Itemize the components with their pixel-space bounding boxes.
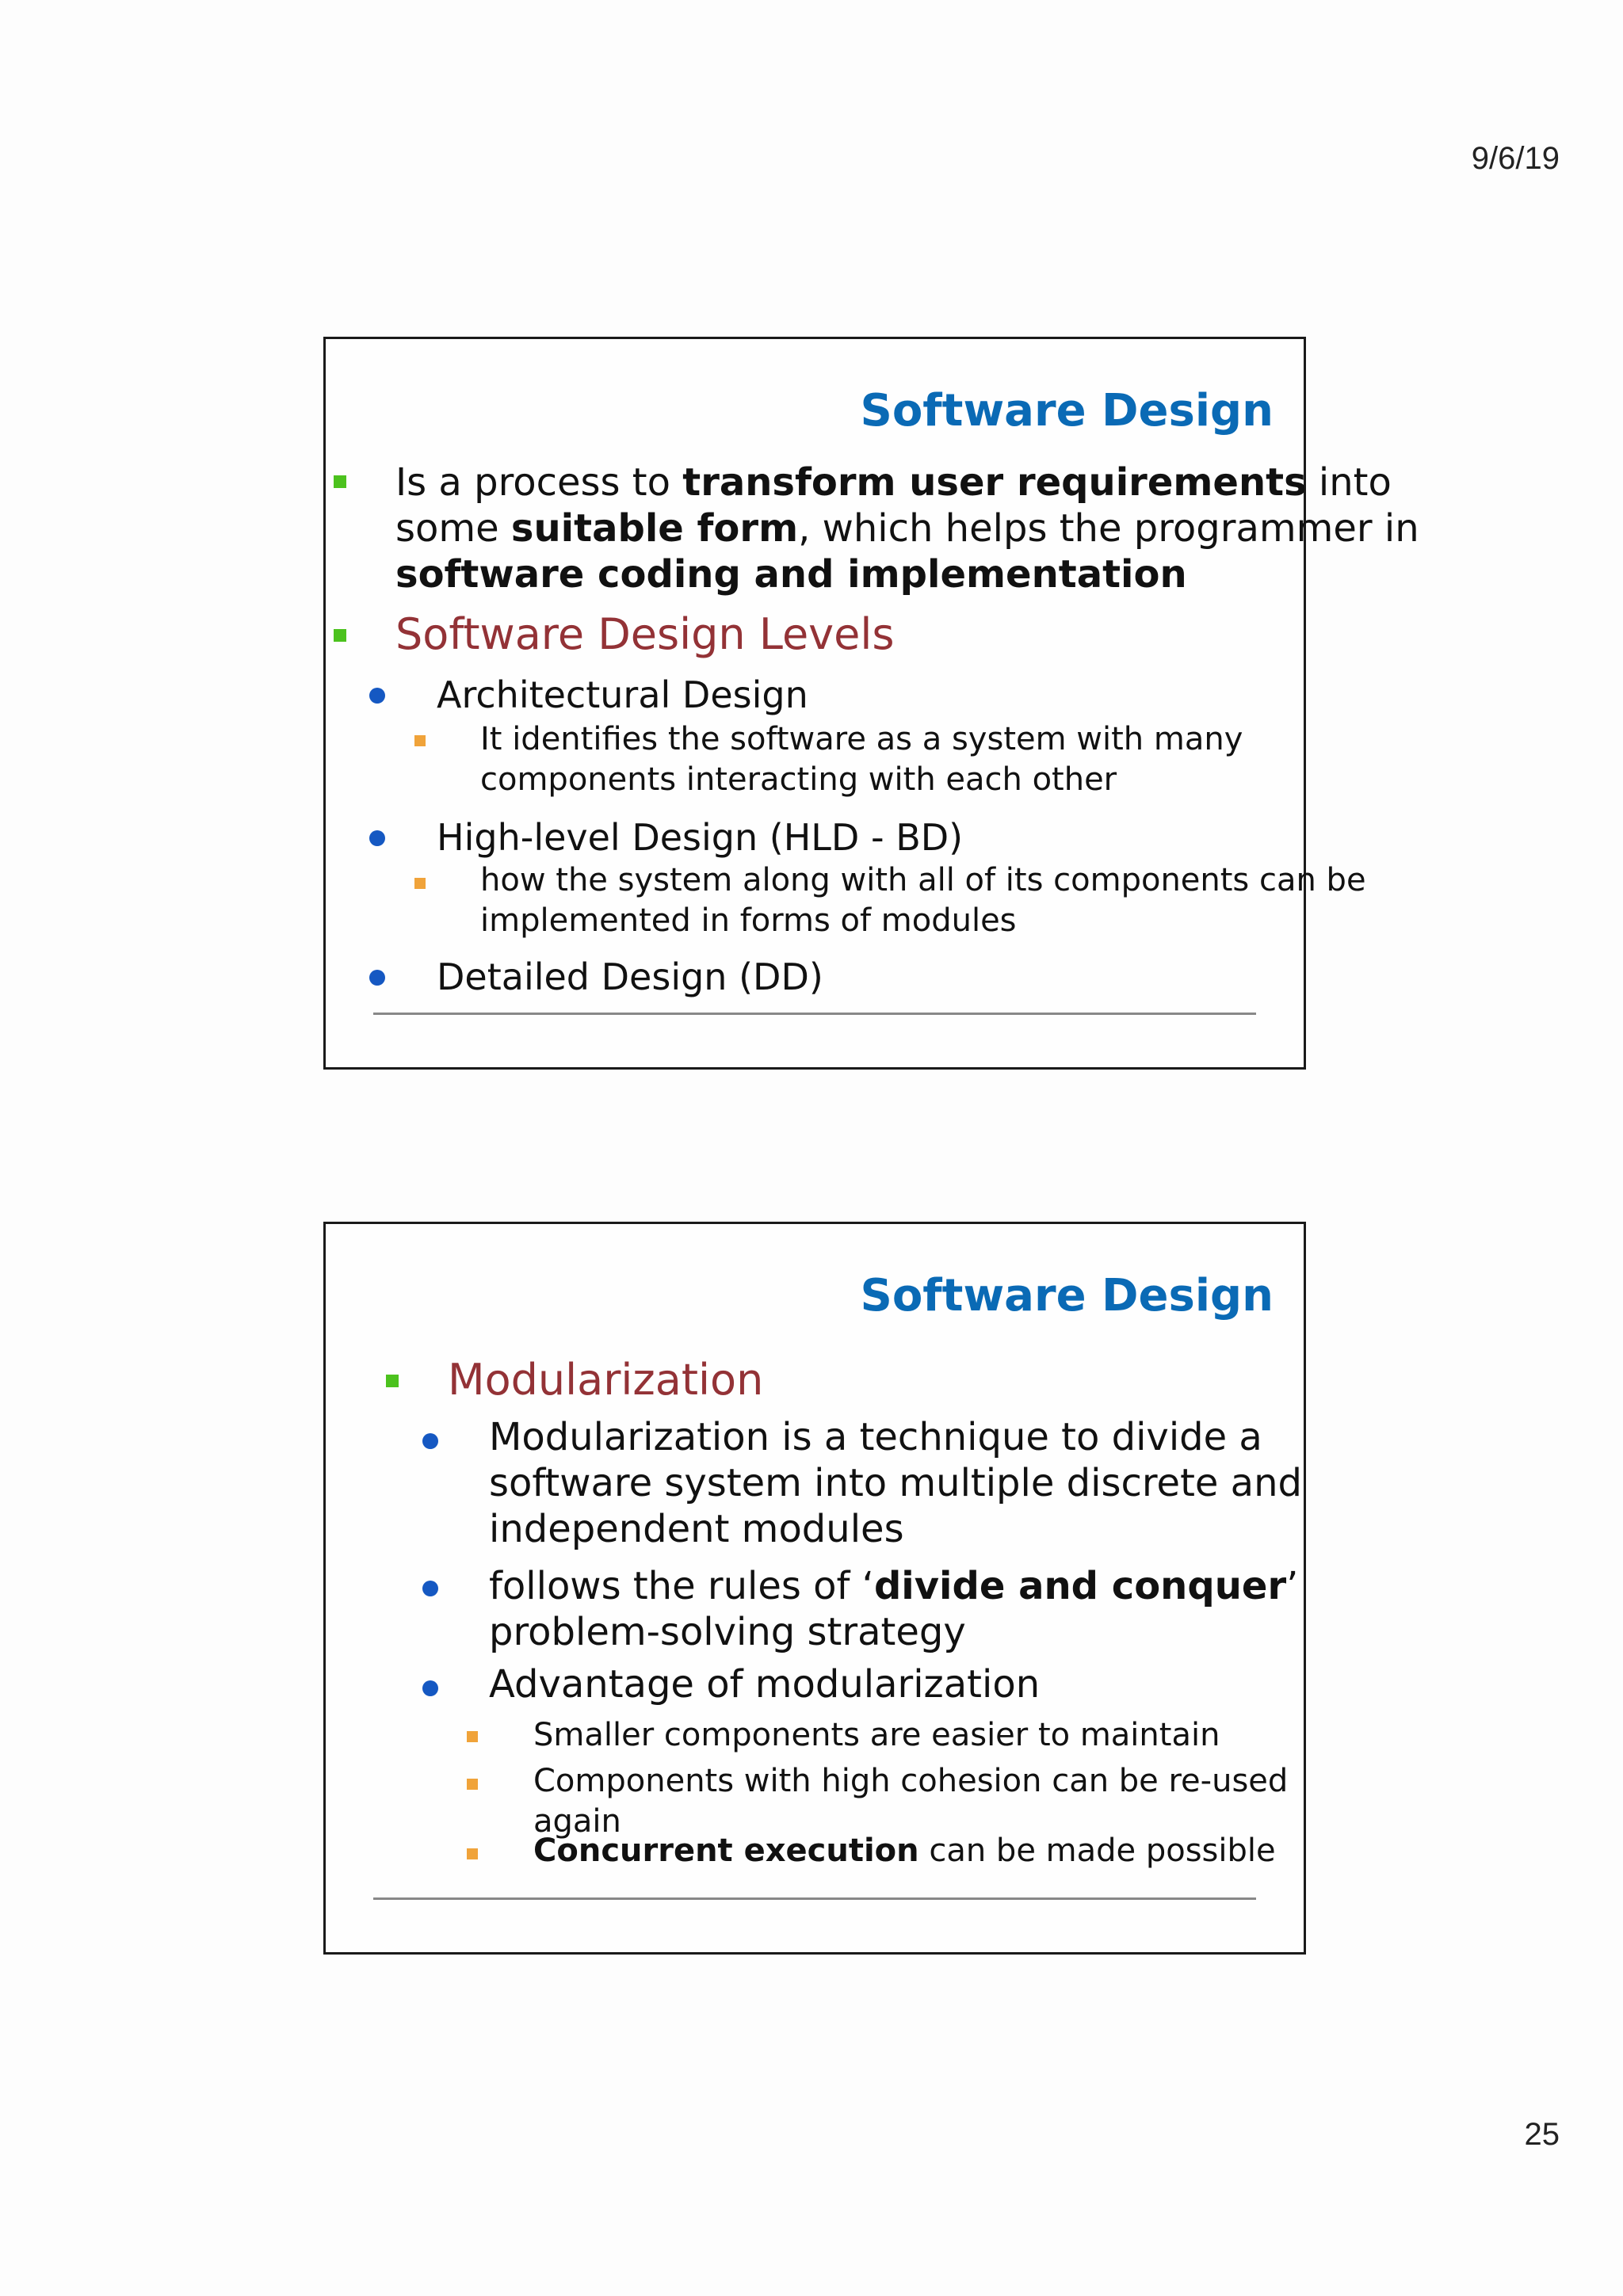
text-line: independent modules	[489, 1507, 904, 1551]
bold-text: software coding and implementation	[395, 552, 1187, 597]
text-segment: Is a process to	[395, 460, 683, 505]
text-line: software system into multiple discrete and	[489, 1461, 1302, 1505]
blue-circle-bullet-icon	[369, 970, 385, 986]
item-divide-and-conquer	[489, 1563, 1298, 1655]
blue-circle-bullet-icon	[369, 688, 385, 704]
text-line: Modularization is a technique to divide a	[489, 1415, 1262, 1459]
item-high-level-design: High-level Design (HLD - BD)	[437, 816, 964, 859]
text-segment: , which helps the programmer in	[798, 506, 1419, 551]
green-square-bullet-icon	[334, 629, 346, 642]
text-line: again	[533, 1803, 621, 1840]
text-line: problem-solving strategy	[489, 1610, 966, 1654]
text-segment: can be made possible	[918, 1833, 1276, 1869]
bullet-process-definition	[395, 460, 1419, 597]
item-detailed-design: Detailed Design (DD)	[437, 955, 823, 998]
orange-square-bullet-icon	[414, 878, 426, 889]
item-smaller-components: Smaller components are easier to maintain	[533, 1717, 1220, 1753]
slide-title: Software Design	[860, 385, 1274, 437]
green-square-bullet-icon	[334, 475, 346, 488]
text-line: Components with high cohesion can be re-used	[533, 1763, 1289, 1799]
bold-text: divide and conquer	[873, 1564, 1287, 1608]
blue-circle-bullet-icon	[422, 1581, 438, 1596]
text-segment: some	[395, 506, 511, 551]
page-number: 25	[1524, 2117, 1560, 2152]
slide-title: Software Design	[860, 1270, 1274, 1322]
text-line: components interacting with each other	[480, 761, 1117, 798]
bold-text: Concurrent execution	[533, 1833, 919, 1869]
bold-text: transform user requirements	[682, 460, 1307, 505]
item-concurrent-execution	[533, 1831, 1276, 1871]
orange-square-bullet-icon	[467, 1848, 478, 1859]
item-high-level-design-desc	[480, 860, 1366, 941]
text-segment: into	[1306, 460, 1392, 505]
item-architectural-design-desc	[480, 719, 1243, 800]
section-heading-modularization: Modularization	[448, 1355, 764, 1405]
page-date: 9/6/19	[1471, 141, 1560, 176]
text-segment: ’	[1286, 1564, 1299, 1608]
bold-text: suitable form	[510, 506, 799, 551]
section-heading-design-levels: Software Design Levels	[395, 609, 895, 659]
orange-square-bullet-icon	[467, 1731, 478, 1742]
green-square-bullet-icon	[386, 1375, 399, 1387]
slide-divider-line	[373, 1897, 1256, 1900]
text-line: how the system along with all of its components can be	[480, 862, 1366, 898]
item-architectural-design: Architectural Design	[437, 673, 808, 716]
slide-divider-line	[373, 1013, 1256, 1015]
orange-square-bullet-icon	[467, 1779, 478, 1790]
item-modularization-definition	[489, 1414, 1302, 1552]
blue-circle-bullet-icon	[422, 1433, 438, 1449]
slide-software-design-levels	[323, 337, 1419, 1070]
item-advantage-of-modularization: Advantage of modularization	[489, 1662, 1041, 1707]
text-line: It identifies the software as a system with many	[480, 721, 1243, 757]
orange-square-bullet-icon	[414, 735, 426, 746]
text-line: implemented in forms of modules	[480, 902, 1017, 939]
blue-circle-bullet-icon	[369, 830, 385, 846]
text-segment: follows the rules of ‘	[489, 1564, 874, 1608]
blue-circle-bullet-icon	[422, 1680, 438, 1696]
item-high-cohesion	[533, 1761, 1288, 1842]
slide-modularization	[323, 1222, 1306, 1955]
